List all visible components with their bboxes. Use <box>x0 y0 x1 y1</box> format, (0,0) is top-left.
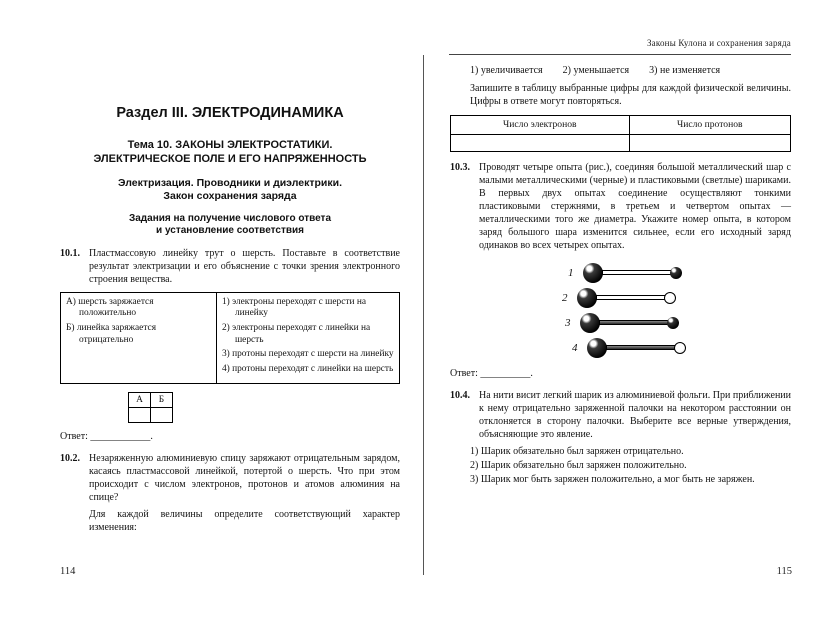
tasks-heading-line-1: Задания на получение числового ответа <box>128 212 332 224</box>
statement-options <box>470 445 791 486</box>
match-table-10-1 <box>60 292 400 384</box>
answer-grid-input-row <box>129 407 173 422</box>
left-page <box>60 104 400 534</box>
answer-table-header: Число электронов <box>451 116 630 135</box>
subtopic-line-2: Закон сохранения заряда <box>163 190 297 203</box>
subtopic-line-1: Электризация. Проводники и диэлектрики. <box>118 177 342 190</box>
task-10-2 <box>60 452 400 534</box>
answer-blank-10-3: Ответ: __________. <box>450 368 533 380</box>
tasks-heading-line-2: и установление соответствия <box>156 225 304 237</box>
option-item: 3) не изменяется <box>649 65 721 76</box>
task-number: 10.4. <box>450 390 470 402</box>
task-text: Проводят четыре опыта (рис.), соединяя большой металлический шар с малыми металлическими (черные) и пластиковыми (светлые) шариками. В первых двух опытах соединение осуществляют тонкими пластиковыми стержнями, в третьем и четвертом опытах — металлическими того же диаметра. Укажите номер опыта, в котором заряд большого шара изменится сильнее, если его исходный заряд одинаков во всех четырех опытах. <box>479 162 791 252</box>
answer-table-cell <box>451 135 630 152</box>
task-10-3 <box>450 161 791 252</box>
experiments-figure <box>562 260 791 360</box>
experiment-number: 1 <box>568 266 574 279</box>
small-metal-ball-icon <box>670 267 682 279</box>
small-metal-ball-icon <box>667 317 679 329</box>
big-metal-ball-icon <box>580 313 600 333</box>
experiment-number: 3 <box>565 316 571 329</box>
page-number-left: 114 <box>60 566 76 577</box>
answer-blank-10-1: Ответ: ____________. <box>60 430 153 442</box>
answer-grid-empty-cell <box>129 407 151 422</box>
option-item: 1) увеличивается <box>470 65 543 76</box>
task-text: Для каждой величины определите соответствующий характер изменения: <box>89 508 400 533</box>
match-item: 2) электроны переходят с линейки на шерсть <box>221 322 371 345</box>
experiment-number: 2 <box>562 291 568 304</box>
match-item: 3) протоны переходят с шерсти на линейку <box>221 349 394 360</box>
experiment-number: 4 <box>572 341 578 354</box>
task-10-4 <box>450 389 791 441</box>
page-number-right: 115 <box>776 566 792 577</box>
option-item: 2) уменьшается <box>562 65 630 76</box>
small-plastic-ball-icon <box>664 292 676 304</box>
task-number: 10.2. <box>60 452 80 464</box>
answer-table-cell <box>629 135 790 152</box>
metal-rod-icon <box>606 345 676 350</box>
right-page <box>450 64 791 487</box>
task-number: 10.3. <box>450 162 470 174</box>
topic-title-line-1: Тема 10. ЗАКОНЫ ЭЛЕКТРОСТАТИКИ. <box>127 138 333 151</box>
big-metal-ball-icon <box>577 288 597 308</box>
answer-table-input-row <box>451 135 791 152</box>
experiment-row-1 <box>568 260 791 285</box>
answer-table-header-row <box>451 116 791 135</box>
big-metal-ball-icon <box>587 338 607 358</box>
metal-rod-icon <box>599 320 669 325</box>
topic-title-line-2: ЭЛЕКТРИЧЕСКОЕ ПОЛЕ И ЕГО НАПРЯЖЕННОСТЬ <box>93 152 367 165</box>
task-number: 10.1. <box>60 247 80 259</box>
match-options-column <box>61 292 217 383</box>
match-item: Б) линейка заряжается отрицательно <box>66 322 157 345</box>
topic-title <box>60 139 400 167</box>
running-header: Законы Кулона и сохранения заряда <box>449 38 791 55</box>
statement-item: 3) Шарик мог быть заряжен положительно, а мог быть не заряжен. <box>470 474 755 486</box>
experiment-row-4 <box>572 335 791 360</box>
task-text: Пластмассовую линейку трут о шерсть. Поставьте в соответствие результат электризации и его объяснение с точки зрения электронного строения вещества. <box>89 247 400 285</box>
task-10-1 <box>60 247 400 286</box>
task-text: Незаряженную алюминиевую спицу заряжают отрицательным зарядом, касаясь пластмассовой линейкой, потертой о шерсть. Что при этом происходит с числом электронов, протонов и атомов алюминия на спице? <box>89 452 400 503</box>
experiment-row-2 <box>562 285 791 310</box>
match-answers-column <box>216 292 399 383</box>
statement-item: 2) Шарик обязательно был заряжен положительно. <box>470 460 687 472</box>
match-item: А) шерсть заряжается положительно <box>66 296 154 319</box>
match-item: 1) электроны переходят с шерсти на линейку <box>221 296 367 319</box>
match-table-row <box>61 292 400 383</box>
match-item: 4) протоны переходят с линейки на шерсть <box>221 363 394 374</box>
answer-grid-header-cell: Б <box>151 392 173 407</box>
answer-grid-empty-cell <box>151 407 173 422</box>
change-options <box>470 64 791 77</box>
plastic-rod-icon <box>596 295 666 300</box>
experiment-row-3 <box>565 310 791 335</box>
answer-table-header: Число протонов <box>629 116 790 135</box>
small-plastic-ball-icon <box>674 342 686 354</box>
answer-table-10-2 <box>450 115 791 152</box>
task-text: На нити висит легкий шарик из алюминиевой фольги. При приближении к нему отрицательно заряженной палочки на некотором расстоянии он отклоняется в сторону палочки. Выберите все верные утверждения, объясняющие это явление. <box>479 390 791 441</box>
subtopic-title <box>60 177 400 203</box>
answer-grid-header-cell: А <box>129 392 151 407</box>
statement-item: 1) Шарик обязательно был заряжен отрицательно. <box>470 446 684 458</box>
big-metal-ball-icon <box>583 263 603 283</box>
plastic-rod-icon <box>602 270 672 275</box>
answer-grid-10-1 <box>128 392 173 423</box>
answer-grid-header-row <box>129 392 173 407</box>
page-divider <box>423 55 424 575</box>
section-title: Раздел III. ЭЛЕКТРОДИНАМИКА <box>116 105 344 121</box>
tasks-heading <box>60 213 400 238</box>
instruction-text: Запишите в таблицу выбранные цифры для каждой физической величины. Цифры в ответе могут повторяться. <box>470 83 791 107</box>
